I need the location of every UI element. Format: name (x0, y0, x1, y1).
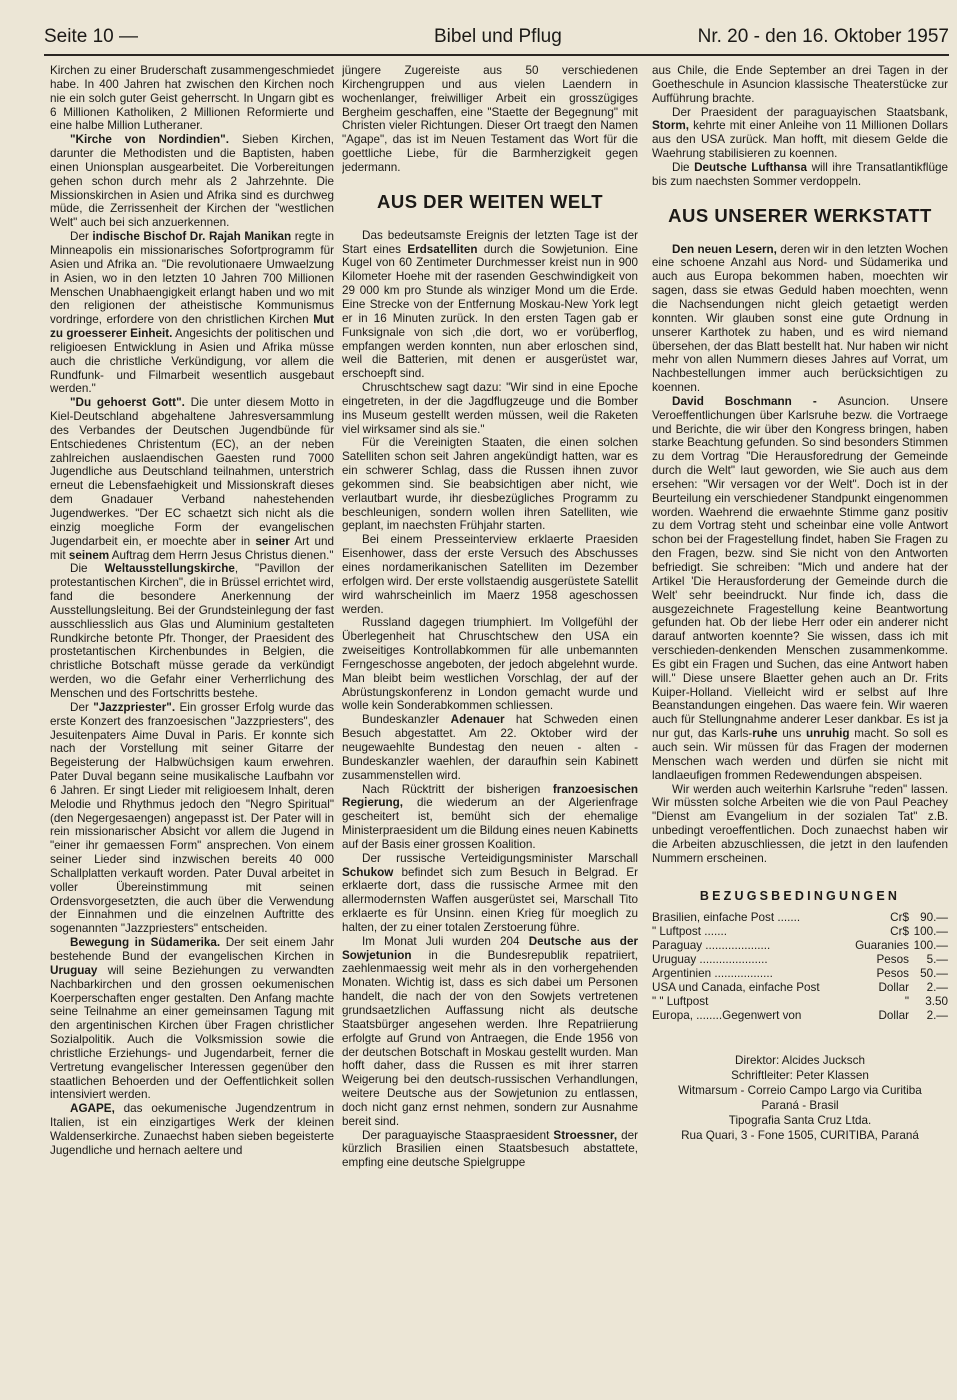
paragraph: Die Weltausstellungskirche, "Pavillon der protestantischen Kirchen", die in Brüssel errichtet wird, fand die besondere Anerkennung der Ausstellungsleitung. Bei der Grundsteinlegung der fast ausschliesslich aus Glas und Aluminium gestalteten Rundkirche betonte Pfr. Thonger, der Praesident des prostetantischen Kirchenbundes in Belgien, die christliche Botschaft müsse gerade da verkündigt werden, wo die Gefahr einer Verherrlichung des Menschen und des Fortschritts bestehe. (50, 562, 334, 700)
paragraph: AGAPE, das oekumenische Jugendzentrum in Italien, ist ein einzigartiges Werk der kleinen Waldenserkirche. Zunaechst haben sieben begeisterte Jugendliche und hernach aeltere und (50, 1102, 334, 1157)
section-heading: AUS UNSERER WERKSTATT (668, 204, 932, 226)
imprint (652, 1053, 948, 1143)
paragraph: Russland dagegen triumphiert. Im Vollgefühl der Überlegenheit hat Chruschtschew den USA ein zweiseitiges Kontrollabkommen für alle unbemannten Ferngeschosse angeboten, der jedoch abgelehnt wurde. Man bleibt beim westlichen Vorschlag, der auf der Abrüstungskonferenz in London gemacht wurde und wolle kein Sonderabkommen schliessen. (342, 616, 638, 713)
column-2 (342, 64, 638, 1374)
subscription-row (652, 911, 948, 925)
imprint-line: Witmarsum - Correio Campo Largo via Curitiba (678, 1084, 922, 1098)
newspaper-title: Bibel und Pflug (434, 26, 562, 47)
imprint-line: Paraná - Brasil (761, 1099, 839, 1113)
paragraph: Der russische Verteidigungsminister Marschall Schukow befindet sich zum Besuch in Belgrad. Er erklaerte dort, dass die russische Armee mit den allermodernsten Waffen ausgerüstet sei, Marschall Tito erklaerte es für Unsinn. einen Krieg für moeglich zu halten, der zu einer totalen Zerstoerung führe. (342, 851, 638, 934)
subscription-table (652, 911, 948, 1023)
subscription-currency: Pesos (876, 953, 909, 967)
subscription-row (652, 1009, 948, 1023)
imprint-line: Direktor: Alcides Jucksch (735, 1054, 865, 1068)
paragraph: Bewegung in Südamerika. Der seit einem Jahr bestehende Bund der evangelischen Kirchen in Uruguay will seine Beziehungen zu verwandten Nachbarkirchen und den grossen oekumenischen Koerperschaften enger gestalten. Den Anfang machte seine Teilnahme an einer gemeinsamen Tagung mit den argentinischen Kirchen über Fragen christlicher Sozialpolitik. Auch die Volksmission sowie die christliche Erziehungs- und Jugendarbeit, ferner die Vertretung evangelischer Interessen gegenüber den staatlichen Behoerden und der Oeffentlichkeit sollen intensiviert werden. (50, 936, 334, 1102)
subscription-label: Paraguay .................... (652, 939, 771, 953)
paragraph: Bei einem Presseinterview erklaerte Praesiden Eisenhower, dass der erste Versuch des Abschusses eines nordamerikanischen Satelliten im Dezember erfolgen wird. Der erste vollstaendig ausgerüstete Satellit wird wahrscheinlich im Maerz 1958 ageschossen werden. (342, 533, 638, 616)
subscription-label: Brasilien, einfache Post ....... (652, 911, 801, 925)
paragraph: Für die Vereinigten Staaten, die einen solchen Satelliten schon seit Jahren angekündigt hatten, war es ein schwerer Schlag, dass die Russen ihnen zuvor gekommen sind. Sie beabsichtigen aber nicht, wie verlautbart wurde, ihr diesbezügliches Programm zu beschleunigen, sondern wollen ihren Satelliten, wie geplant, im naechsten Frühjahr starten. (342, 436, 638, 533)
paragraph: Der Praesident der paraguayischen Staatsbank, Storm, kehrte mit einer Anleihe von 11 Millionen Dollars aus den USA zurück. Man hofft, mit diesem Gelde die Waehrung stabilisieren zu koennen. (652, 105, 948, 161)
subscription-amount: 3.50 (925, 995, 948, 1009)
paragraph: Die Deutsche Lufthansa will ihre Transatlantikflüge bis zum naechsten Sommer verdoppeln. (652, 160, 948, 188)
subscription-amount: 90.— (920, 911, 948, 925)
subscription-label: " Luftpost ....... (652, 925, 727, 939)
issue-date: Nr. 20 - den 16. Oktober 1957 (697, 26, 949, 47)
page-header (44, 20, 949, 56)
subscription-amount: 100.— (913, 939, 948, 953)
subscription-label: Argentinien .................. (652, 967, 773, 981)
subscription-row (652, 967, 948, 981)
subscription-amount: 2.— (926, 1009, 948, 1023)
paragraph: Bundeskanzler Adenauer hat Schweden einen Besuch abgestattet. Am 22. Oktober wird der neugewaehlte Bundestag den neuen - alten - Bundeskanzler waehlen, der daraufhin sein Kabinett zusammenstellen wird. (342, 713, 638, 782)
paragraph: Wir werden auch weiterhin Karlsruhe "reden" lassen. Wir müssten solche Arbeiten wie die von Paul Peachey "Dienst am Evangelium in der sozialen Tat" z.B. unbedingt veroeffentlichen. Doch zunaechst haben wir die Arbeiten abzuschliessen, die jetzt in den laufenden Nummern erscheinen. (652, 782, 948, 865)
subscription-currency: Cr$ (890, 925, 909, 939)
paragraph: Nach Rücktritt der bisherigen franzoesischen Regierung, die wiederum an der Algerienfrage gescheitert ist, bemüht sich der ehemalige Ministerpraesident um die Bildung eines neuen Kabinetts auf der Basis einer grossen Koalition. (342, 782, 638, 851)
paragraph: Chruschtschew sagt dazu: "Wir sind in eine Epoche eingetreten, in der die Jagdflugzeuge und die Bomber ins Museum gestellt werden müssen, weil die Raketen viel wirksamer sind als sie." (342, 381, 638, 436)
subscription-amount: 2.— (926, 981, 948, 995)
subscription-label: " " Luftpost (652, 995, 709, 1009)
paragraph: "Du gehoerst Gott". Die unter diesem Motto in Kiel-Deutschland abgehaltene Jahresversammlung des Verbandes der Deutschen Jugendbünde für Entschiedenes Christentum (EC), an der neben zahlreichen auslaendischen Gaesten rund 7000 Jugendliche aus Deutschland teilnahmen, unterstrich erneut die Lebensfaehigkeit und Missionskraft dieses dem Gnadauer Verband nahestehenden Jugendwerkes. "Der EC schaetzt sich nicht als die einzig moegliche Form der evangelischen Jugendarbeit ein, er moechte aber in seiner Art und mit seinem Auftrag dem Herrn Jesus Christus dienen." (50, 396, 334, 562)
subscription-currency: Cr$ (890, 911, 909, 925)
subscription-currency: " (904, 995, 909, 1009)
imprint-line: Rua Quari, 3 - Fone 1505, CURITIBA, Paraná (681, 1129, 919, 1143)
paragraph: Der indische Bischof Dr. Rajah Manikan regte in Minneapolis ein missionarisches Sofortprogramm für Asien und Afrika an. "Die revolutionaere Umwaelzung in Asien, wo in den letzten 10 Jahren 700 Millionen Menschen Unabhaengigkeit erlangt haben und wo mit den religionen der atheistische Kommunismus vordringe, erfordere von den christlichen Kirchen Mut zu groesserer Einheit. Angesichts der politischen und religioesen Entwicklung in Asien und Afrika müsse auch die christliche Verkündigung, vor allem die Rundfunk- und Filmarbeit wesentlich ausgebaut werden." (50, 230, 334, 396)
subscription-label: USA und Canada, einfache Post (652, 981, 820, 995)
subscription-row (652, 925, 948, 939)
subscription-amount: 50.— (920, 967, 948, 981)
subscription-row (652, 939, 948, 953)
subscription-row (652, 953, 948, 967)
subscription-currency: Pesos (876, 967, 909, 981)
subscription-amount: 100.— (913, 925, 948, 939)
paragraph: Im Monat Juli wurden 204 Deutsche aus der Sowjetunion in die Bundesrepublik repatriiert, zaehlenmaessig weit mehr als in den vorhergehenden Monaten. Wichtig ist, dass es sich dabei um Personen handelt, die nach der von den Sowjets vertretenen grundsaetzlichen Auffassung nicht als deutsche Staatsbürger angesehen werden. Ihre Repatriierung erfolgte auf Grund von Antraegen, die Ende 1956 von der deutschen Botschaft in Moskau gestellt wurden. Man hofft daher, dass die Russen es mit ihrer starren Weigerung bei den deutsch-russischen Verhandlungen, weitere Deutsche aus der Sowjetunion zu entlassen, doch nicht ganz ernst nehmen, sondern zur Ausnahme bereit sind. (342, 934, 638, 1128)
imprint-line: Schriftleiter: Peter Klassen (731, 1069, 869, 1083)
paragraph: David Boschmann - Asuncion. Unsere Veroeffentlichungen über Karlsruhe bezw. die Vortraege und Berichte, die wir über den Kongress bringen, haben starke Beachtung gefunden. So sind besonders Stimmen zu dem Vortrag "Die Herausforedrung der Gemeinde durch die Welt" laut geworden, wie Sie auch aus dem ersehen: "Wir versagen vor der Welt". Doch ist in der Beurteilung ein verschiedener Standpunkt eingenommen worden. Waehrend die erwaehnte Stimme ganz positiv zu dem Vortrag steht und scheinbar eine volle Antwort schon bei der Fragestellung findet, haben Sie Fragen zu den Fragen, bezw. sind Sie nicht von den Antworten befriedigt. Sie schreiben: "Mich und andere hat der Artikel 'Die Herausforderung der Gemeinde durch die Welt' sehr beeindruckt. Nur finde ich, dass die ausgezeichnete Fragestellung keine Beantwortung gefunden hat. Ob der liebe Herr oder ein anderer nicht darauf antworten koennte? Sie wissen, dass ich mit verschieden-denkenden Menschen zusammenkomme. Es gibt ein Fragen und Suchen, das eine Antwort haben will." Diese unsere Blaetter gehen auch an Dr. Frits Kuiper-Holland. Vielleicht wird er selbst auf Ihre Beanstandungen eingehen. Das waere fein. Wir waeren auch für Stellungnahme anderer Leser dankbar. Es ist ja nur gut, das Karls-ruhe uns unruhig macht. So soll es auch sein. Wir müssen für das Fragen der modernen Menschen wach werden und dürfen sie nicht mit landlaeufigen frommen Redewendungen abspeisen. (652, 394, 948, 782)
paragraph: aus Chile, die Ende September an drei Tagen in der Goetheschule in Asuncion klassische Theaterstücke zur Aufführung brachte. (652, 64, 948, 105)
page-number: Seite 10 — (44, 26, 138, 47)
paragraph: Der "Jazzpriester". Ein grosser Erfolg wurde das erste Konzert des franzoesischen "Jazzpriesters", des Jesuitenpaters Aime Duval in Paris. Er konnte sich nach der Vorstellung mit seiner Gitarre der Begeisterung der Halbwüchsigen kaum erwehren. Pater Duval begann seine musikalische Laufbahn vor 6 Jahren. Er singt Lieder mit religioesem Inhalt, deren Melodie und Rhythmus jedoch den "Negro Spiritual" (den Negergesaengen) angepasst ist. Der Pater will in rein missionarischer Absicht vor allem die Jugend in "einer ihr gemaessen Form" ansprechen. Von einem seiner Lieder sind inzwischen bereits 40 000 Schallplatten verkauft worden. Pater Duval arbeitet in voller Übereinstimmung mit seinen Ordensvorgesetzten, die auch über die Verwendung der Einnahmen und die einzelnen Auftritte des sogenannten "Jazzpriesters" entscheiden. (50, 700, 334, 936)
paragraph: jüngere Zugereiste aus 50 verschiedenen Kirchengruppen und aus vielen Laendern in wochenlanger, freiwilliger Arbeit ein grosszügiges Bergheim geschaffen, eine "Staette der Begegnung" mit Christen vieler Richtungen. Dieser Ort traegt den Namen "Agape", das ist im Neuen Testament das Wort für die goettliche Liebe, für die Barmherzigkeit gegen jedermann. (342, 64, 638, 174)
subscription-currency: Guaranies (855, 939, 909, 953)
subscription-currency: Dollar (878, 981, 909, 995)
paragraph: Das bedeutsamste Ereignis der letzten Tage ist der Start eines Erdsatelliten durch die Sowjetunion. Eine Kugel von 60 Zentimeter Durchmesser kreist nun in 900 Kilometer Hoehe mit der rasenden Geschwindigkeit von 29 000 km pro Stunde als winziger Mond um die Erde. Eine Strecke von der Entfernung Moskau-New York legt er in 16 Minuten zurück. In den ersten Tagen gab er Funksignale von sich ,die dort, wo er vorüberflog, empfangen werden konnten, nun aber erloschen sind, weil die Batterien, mit denen er ausgerüstet war, erschoepft sind. (342, 228, 638, 381)
subscription-row (652, 981, 948, 995)
subscription-row (652, 995, 948, 1009)
column-1 (50, 64, 334, 1374)
imprint-line: Tipografia Santa Cruz Ltda. (728, 1114, 872, 1128)
paragraph: Den neuen Lesern, deren wir in den letzten Wochen eine schoene Anzahl aus Nord- und Südamerika und auch aus Europa bekommen haben, moechten wir sagen, dass sie etwas Geduld haben moechten, wenn die Nachsendungen nicht gleich getaetigt werden konnten. Wir glauben sonst eine gute Ordnung in unserer Karthotek zu haben, und es wird niemand übersehen, der das Blatt bestellt hat. Nur haben wir nicht mehr von allen Nummern dieses Jahres auf Vorrat, um Nachbestellungen immer auch berücksichtigen zu koennen. (652, 242, 948, 395)
paragraph: "Kirche von Nordindien". Sieben Kirchen, darunter die Methodisten und die Baptisten, haben einen Unionsplan ausgearbeitet. Die Vorbereitungen gehen schon durch mehr als 2 Jahrzehnte. Die Missionskirchen in Asien und Afrika sind es durchweg müde, die Zerrissenheit der Kirchen der "westlichen Welt" auch bei sich anzuerkennen. (50, 133, 334, 230)
section-heading: AUS DER WEITEN WELT (376, 190, 603, 212)
paragraph: Kirchen zu einer Bruderschaft zusammengeschmiedet habe. In 400 Jahren hat zwischen den Kirchen noch nie ein solch guter Geist geherrscht. In Ungarn gibt es 6 Millionen Katholiken, 2 Millionen Reformierte und eine halbe Million Lutheraner. (50, 64, 334, 133)
column-3 (652, 64, 948, 1374)
subscription-label: Europa, ........Gegenwert von (652, 1009, 802, 1023)
subscription-amount: 5.— (926, 953, 948, 967)
subscription-label: Uruguay ..................... (652, 953, 768, 967)
subscription-currency: Dollar (878, 1009, 909, 1023)
paragraph: Der paraguayische Staaspraesident Stroessner, der kürzlich Brasilien einen Staatsbesuch abstattete, empfing eine deutsche Spielgruppe (342, 1128, 638, 1170)
subscription-heading: BEZUGSBEDINGUNGEN (699, 888, 901, 903)
